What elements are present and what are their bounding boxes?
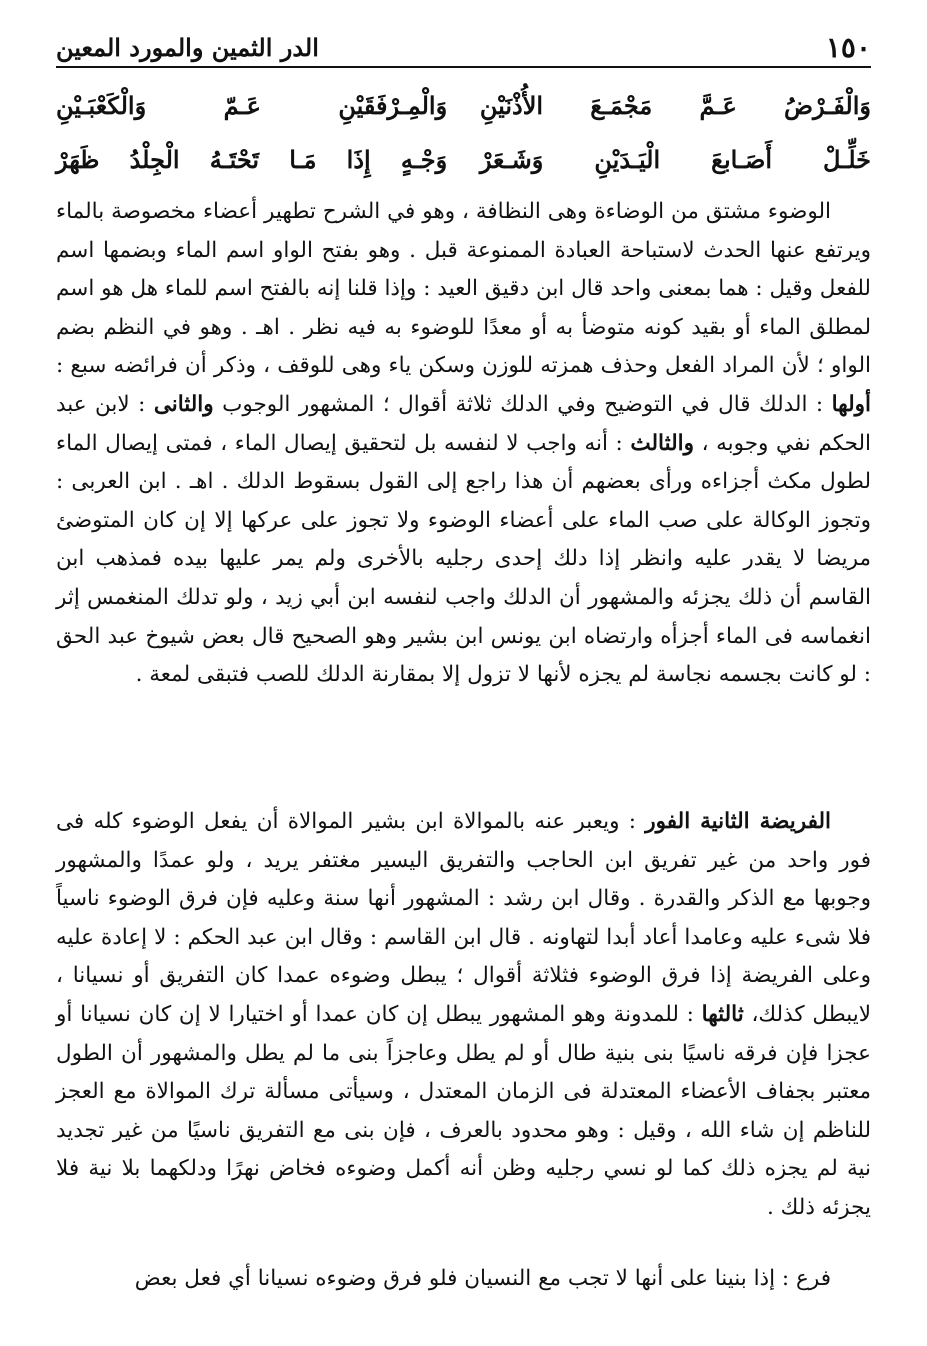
first-obligation-label: أولها: [831, 391, 871, 417]
running-title: الدر الثمين والمورد المعين: [56, 33, 319, 62]
paragraph: [56, 193, 871, 695]
section-lead-heading: الفريضة الثانية الفور: [645, 809, 831, 834]
branch-label: فرع: [796, 1266, 831, 1291]
verse-first-hemistich: وَالْفَـرْضُ عَـمَّ مَجْمَـعَ الأُذْنَيْنِ: [479, 90, 871, 120]
second-opinion-label: والثانى: [153, 391, 214, 417]
verse-second-hemistich: وَالْمِـرْفَقَيْنِ عَـمّ وَالْكَعْبَـيْنِ: [56, 90, 448, 120]
commentary-wudu-definition: [56, 193, 871, 695]
paragraph: [56, 1260, 871, 1299]
paragraph-text: : للمدونة وهو المشهور يبطل إن كان عمدا أو اختيارا لا إن كان نسيانا أو عجزا فإن فرقه ناسيًا بنى بنية طال أو لم يطل وعاجزاً بنى ما لم يطل والمشهور أن الطول معتبر بجفاف الأعضاء المعتدلة فى الزمان المعتدل ، وسيأتى مسألة ترك الموالاة مع العجز للناظم إن شاء الله ، وقيل : وهو محدود بالعرف ، فإن بنى مع التفريق ناسيًا من غير تجديد نية لم يجزه ذلك كما لو نسي رجليه وظن أنه أكمل وضوءه فخاض نهرًا ودلكهما بلا نية فلا يجزئه ذلك .: [56, 1001, 871, 1220]
verse-first-hemistich: خَلِّـلْ أَصَـابعَ الْيَـدَيْنِ وَشَـعَرْ: [479, 144, 871, 174]
poem-verses: [56, 78, 871, 186]
paragraph-text: : الدلك قال في التوضيح وفي الدلك ثلاثة أقوال ؛ المشهور الوجوب: [222, 391, 824, 417]
page-number: ١٥٠: [825, 31, 871, 64]
verse-line: [56, 78, 871, 132]
commentary-second-obligation: [56, 803, 871, 1228]
verse-second-hemistich: وَجْـهٍ إِذَا مَـا تَحْتَـهُ الْجِلْدُ ظَهَرْ: [56, 144, 448, 174]
paragraph: [56, 803, 871, 1228]
paragraph-text: : أنه واجب لا لنفسه بل لتحقيق إيصال الماء ، فمتى إيصال الماء لطول مكث أجزاءه ورأى بعضهم أن هذا راجع إلى القول بسقوط الدلك . اهـ . ابن العربى : وتجوز الوكالة على صب الماء على أعضاء الوضوء ولا تجوز على عركها إلا إن كان المتوضئ مريضا لا يقدر عليه وانظر إذا دلك إحدى رجليه بالأخرى ولم يمر عليها بيده فمذهب ابن القاسم أن ذلك يجزئه والمشهور أن الدلك واجب لنفسه ابن أبي زيد ، ولو تدلك المنغمس إثر انغماسه فى الماء أجزأه وارتضاه ابن يونس ابن بشير وهو الصحيح قال بعض شيوخ عبد الحق : لو كانت بجسمه نجاسة لم يجزه لأنها لا تزول إلا بمقارنة الدلك للصب فتبقى لمعة .: [56, 430, 871, 688]
verse-line: [56, 132, 871, 186]
paragraph-text: : ويعبر عنه بالموالاة ابن بشير الموالاة أن يفعل الوضوء كله فى فور واحد من غير تفريق ابن الحاجب والتفريق اليسير مغتفر يريد ، ولو عمدًا والمشهور وجوبها مع الذكر والقدرة . وقال ابن رشد : المشهور أنها سنة وعليه فإن فرق الوضوء ناسياً فلا شىء عليه وعامدا أعاد أبدا لتهاونه . قال ابن القاسم : وقال ابن عبد الحكم : لا إعادة عليه وعلى الفريضة إذا فرق الوضوء فثلاثة أقوال ؛ يبطل وضوءه عمدا كان التفريق أو نسيانا ، لايبطل كذلك،: [56, 809, 871, 1027]
commentary-branch: [56, 1260, 871, 1299]
third-opinion-label: والثالث: [630, 430, 694, 456]
paragraph-text: الوضوء مشتق من الوضاءة وهى النظافة ، وهو في الشرح تطهير أعضاء مخصوصة بالماء ويرتفع عنها الحدث لاستباحة العبادة الممنوعة قبل . وهو بفتح الواو اسم الماء وبضمها اسم للفعل وقيل : هما بمعنى واحد قال ابن دقيق العيد : وإذا قلنا إنه بالفتح اسم للماء هل هو اسم لمطلق الماء أو بقيد كونه متوضأ به أو معدًا للوضوء به فيه نظر . اهـ . وهو في النظم بضم الواو ؛ لأن المراد الفعل وحذف همزته للوزن وسكن ياء وهى للوقف ، وذكر أن فرائضه سبع :: [56, 199, 871, 379]
third-opinion-label: ثالثها: [701, 1001, 744, 1027]
paragraph-text: : لابن عبد الحكم نفي وجوبه ،: [56, 391, 871, 456]
paragraph-text: : إذا بنينا على أنها لا تجب مع النسيان فلو فرق وضوءه نسيانا أي فعل بعض: [134, 1266, 790, 1291]
page-header: [56, 26, 871, 68]
